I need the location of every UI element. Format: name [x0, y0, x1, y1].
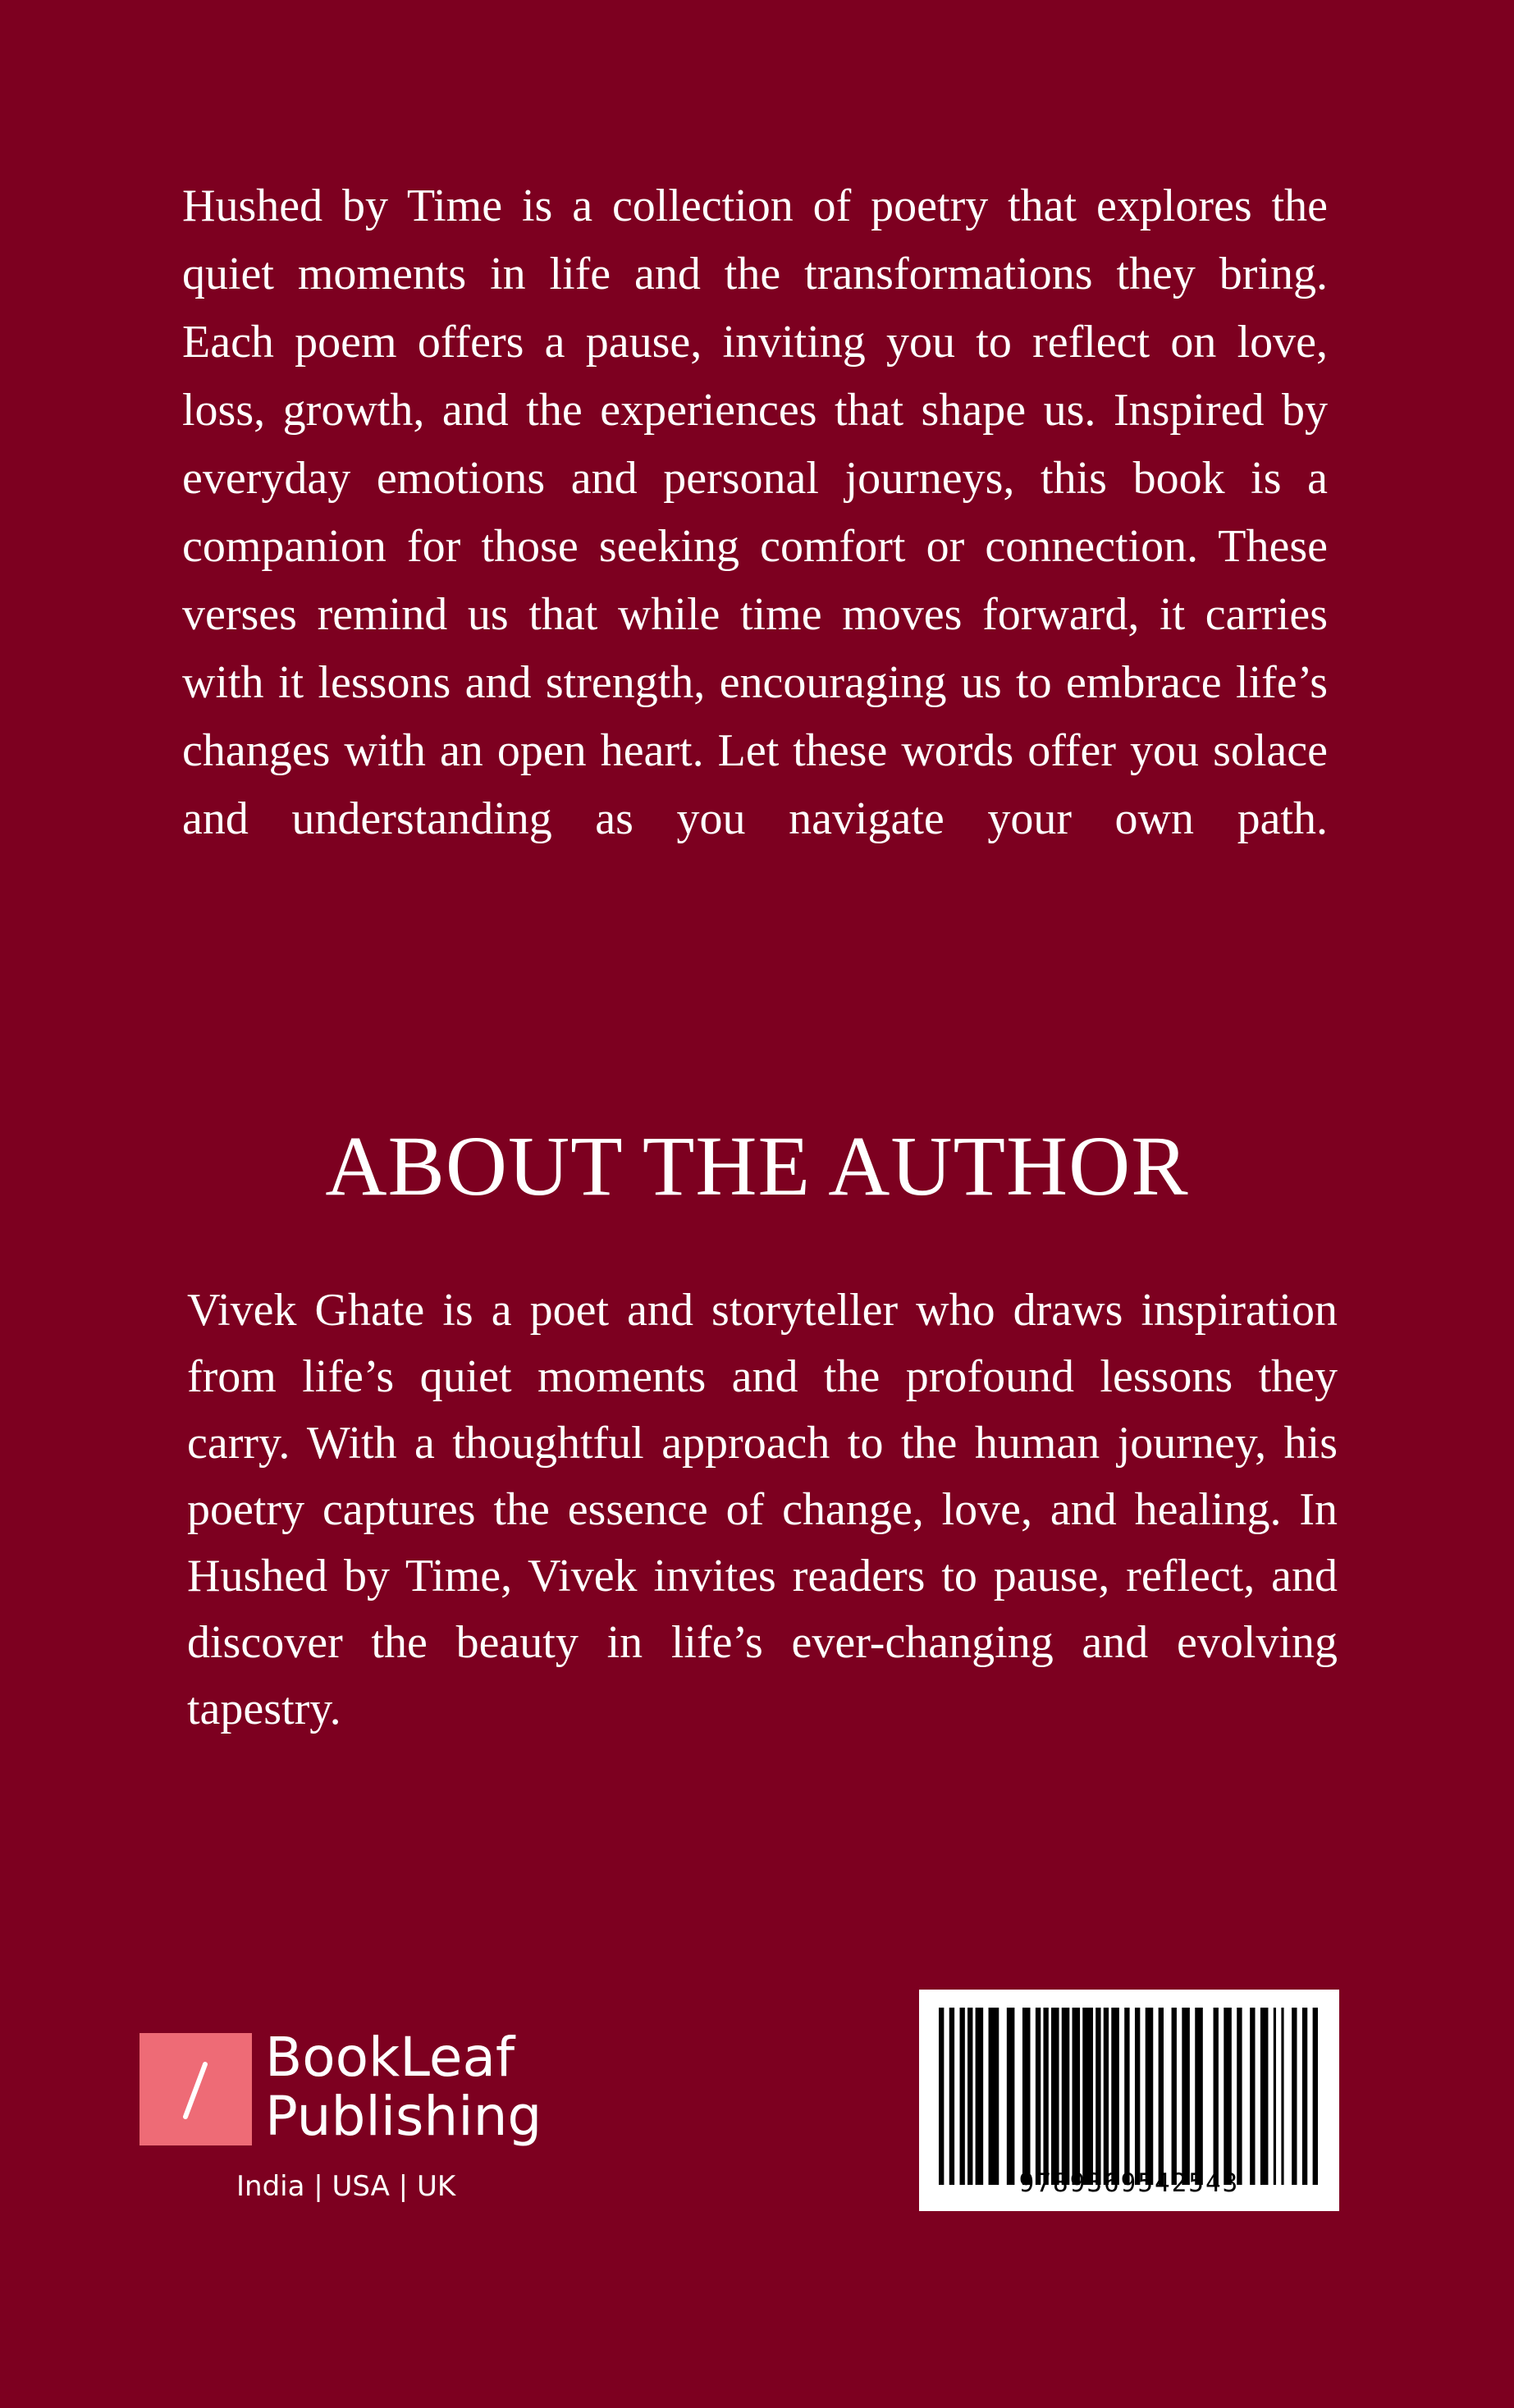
- back-cover-blurb: Hushed by Time is a collection of poetry that explores the quiet moments in life and the transformations they bring. Each poem offers a pause, inviting you to reflect on love, loss, growth, and the experiences that shape us. Inspired by everyday emotions and personal journeys, this book is a companion for those seeking comfort or connection. These verses remind us that while time moves forward, it carries with it lessons and strength, encouraging us to embrace life’s changes with an open heart. Let these words offer you solace and understanding as you navigate your own path.: [182, 180, 1328, 844]
- barcode-bar: [1313, 2008, 1318, 2185]
- barcode-bar: [1062, 2008, 1070, 2185]
- barcode-bar: [1172, 2008, 1177, 2185]
- barcode-bar: [976, 2008, 984, 2185]
- barcode-bar: [1292, 2008, 1297, 2185]
- publisher-regions: India | USA | UK: [236, 2170, 456, 2203]
- barcode-bar: [1159, 2008, 1164, 2185]
- barcode-bar: [1022, 2008, 1031, 2185]
- barcode-bar: [1104, 2008, 1109, 2185]
- publisher-name: [265, 2028, 542, 2146]
- barcode-bar: [1082, 2008, 1093, 2185]
- slash-logo-icon: [140, 2033, 252, 2145]
- barcode-bar: [1182, 2008, 1190, 2185]
- barcode-bar: [1111, 2008, 1119, 2185]
- barcode-bar: [949, 2008, 954, 2185]
- barcode-bar: [1250, 2008, 1255, 2185]
- about-author-body: Vivek Ghate is a poet and storyteller who draws inspiration from life’s quiet moments and the profound lessons they carry. With a thoughtful approach to the human journey, his poetry captures the essence of change, love, and healing. In Hushed by Time, Vivek invites readers to pause, reflect, and discover the beauty in life’s ever-changing and evolving tapestry.: [187, 1285, 1338, 1734]
- barcode-bar: [939, 2008, 944, 2185]
- barcode-bar: [1124, 2008, 1129, 2185]
- barcode-bar: [1036, 2008, 1041, 2185]
- barcode-icon: [939, 2008, 1318, 2185]
- barcode-bar: [1073, 2008, 1081, 2185]
- barcode-bar: [1195, 2008, 1203, 2185]
- barcode-bar: [967, 2008, 972, 2185]
- barcode-bar: [1007, 2008, 1015, 2185]
- barcode-bar: [1281, 2008, 1283, 2185]
- isbn-barcode: [919, 1990, 1339, 2211]
- barcode-bar: [1095, 2008, 1100, 2185]
- barcode-bar: [1051, 2008, 1059, 2185]
- publisher-name-line1: BookLeaf: [265, 2026, 515, 2089]
- isbn-number: 9789369542543: [1018, 2168, 1240, 2198]
- barcode-bar: [1302, 2008, 1307, 2185]
- publisher-name-line2: Publishing: [265, 2085, 542, 2148]
- barcode-bar: [959, 2008, 964, 2185]
- barcode-bar: [1237, 2008, 1242, 2185]
- barcode-bar: [1135, 2008, 1140, 2185]
- barcode-bar: [1274, 2008, 1276, 2185]
- barcode-bar: [1146, 2008, 1154, 2185]
- barcode-bar: [989, 2008, 999, 2185]
- about-author-heading: ABOUT THE AUTHOR: [325, 1119, 1189, 1213]
- publisher-logo: [140, 2026, 566, 2214]
- barcode-bar: [1260, 2008, 1269, 2185]
- barcode-bar: [1043, 2008, 1048, 2185]
- barcode-bar: [1224, 2008, 1232, 2185]
- barcode-bar: [1214, 2008, 1219, 2185]
